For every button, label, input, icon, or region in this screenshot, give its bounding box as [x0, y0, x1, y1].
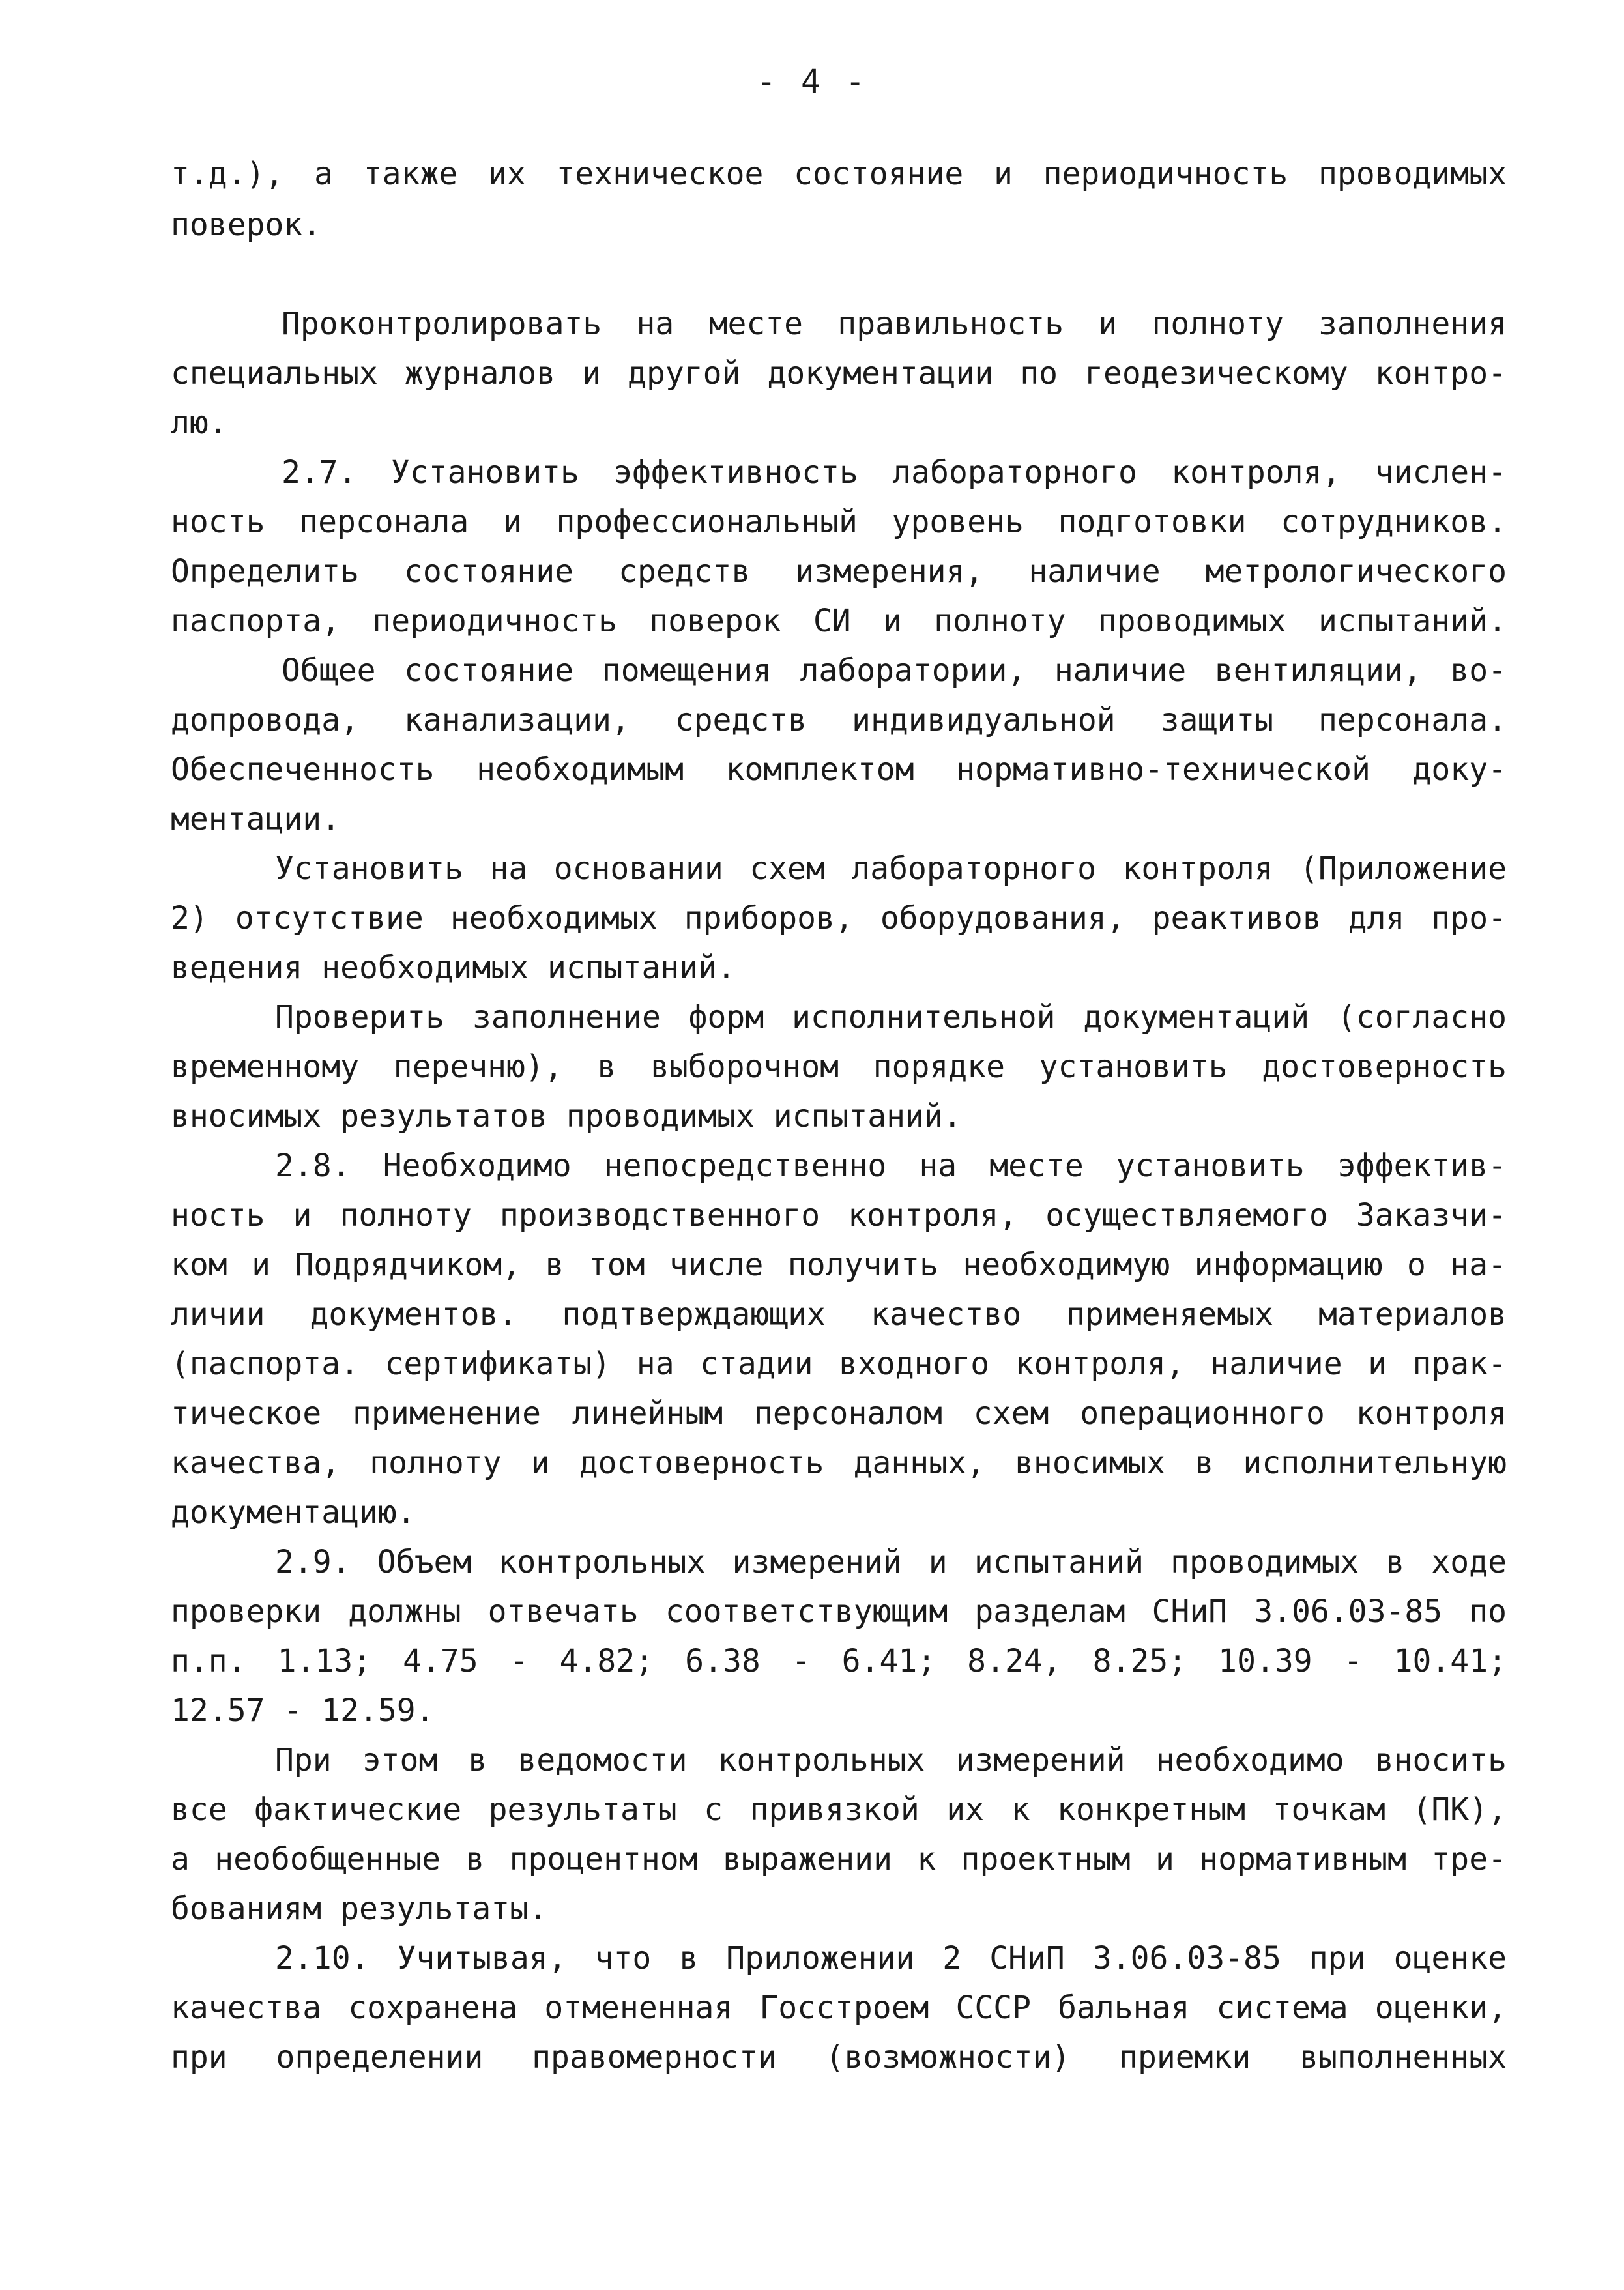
text-line: специальных журналов и другой документации по геодезическому контро-: [171, 355, 1507, 392]
text-line: 2.7. Установить эффективность лабораторного контроля, числен-: [282, 454, 1507, 491]
text-line: лю.: [171, 405, 227, 441]
text-line: проверки должны отвечать соответствующим разделам СНиП 3.06.03-85 по: [171, 1593, 1507, 1630]
text-line: качества, полноту и достоверность данных, вносимых в исполнительную: [171, 1445, 1507, 1481]
text-line: допровода, канализации, средств индивидуальной защиты персонала.: [171, 702, 1507, 738]
text-line: Проверить заполнение форм исполнительной документаций (согласно: [275, 999, 1507, 1036]
text-line: 2.8. Необходимо непосредственно на месте установить эффектив-: [275, 1148, 1507, 1184]
text-line: При этом в ведомости контрольных измерений необходимо вносить: [275, 1742, 1507, 1778]
page-number: - 4 -: [756, 63, 868, 100]
text-line: ведения необходимых испытаний.: [171, 949, 736, 986]
text-line: Общее состояние помещения лаборатории, наличие вентиляции, во-: [282, 652, 1507, 689]
text-line: 2.10. Учитывая, что в Приложении 2 СНиП 3.06.03-85 при оценке: [275, 1940, 1507, 1977]
text-line: при определении правомерности (возможности) приемки выполненных: [171, 2039, 1507, 2076]
text-line: ность и полноту производственного контроля, осуществляемого Заказчи-: [171, 1197, 1507, 1234]
text-line: тическое применение линейным персоналом схем операционного контроля: [171, 1395, 1507, 1432]
text-line: 2) отсутствие необходимых приборов, оборудования, реактивов для про-: [171, 900, 1507, 936]
text-line: а необобщенные в процентном выражении к проектным и нормативным тре-: [171, 1841, 1507, 1877]
text-line: т.д.), а также их техническое состояние и периодичность проводимых: [171, 156, 1507, 192]
text-line: п.п. 1.13; 4.75 - 4.82; 6.38 - 6.41; 8.24, 8.25; 10.39 - 10.41;: [171, 1643, 1507, 1679]
text-line: 12.57 - 12.59.: [171, 1692, 435, 1729]
text-line: временному перечню), в выборочном порядке установить достоверность: [171, 1049, 1507, 1085]
text-line: ментации.: [171, 801, 341, 837]
text-line: все фактические результаты с привязкой их к конкретным точкам (ПК),: [171, 1791, 1507, 1828]
text-line: паспорта, периодичность поверок СИ и полноту проводимых испытаний.: [171, 603, 1507, 639]
text-line: качества сохранена отмененная Госстроем СССР бальная система оценки,: [171, 1990, 1507, 2026]
text-line: Проконтролировать на месте правильность и полноту заполнения: [282, 306, 1507, 342]
text-line: бованиям результаты.: [171, 1891, 547, 1927]
text-line: Определить состояние средств измерения, наличие метрологического: [171, 553, 1507, 590]
text-line: документацию.: [171, 1494, 416, 1531]
text-line: Обеспеченность необходимым комплектом нормативно-технической доку-: [171, 751, 1507, 788]
text-line: (паспорта. сертификаты) на стадии входного контроля, наличие и прак-: [171, 1346, 1507, 1382]
text-line: ком и Подрядчиком, в том числе получить необходимую информацию о на-: [171, 1247, 1507, 1283]
text-line: Установить на основании схем лабораторного контроля (Приложение: [275, 850, 1507, 887]
text-line: личии документов. подтверждающих качество применяемых материалов: [171, 1296, 1507, 1333]
text-line: поверок.: [171, 207, 322, 243]
text-line: ность персонала и профессиональный уровень подготовки сотрудников.: [171, 504, 1507, 540]
text-line: вносимых результатов проводимых испытаний.: [171, 1098, 962, 1135]
text-line: 2.9. Объем контрольных измерений и испытаний проводимых в ходе: [275, 1544, 1507, 1580]
